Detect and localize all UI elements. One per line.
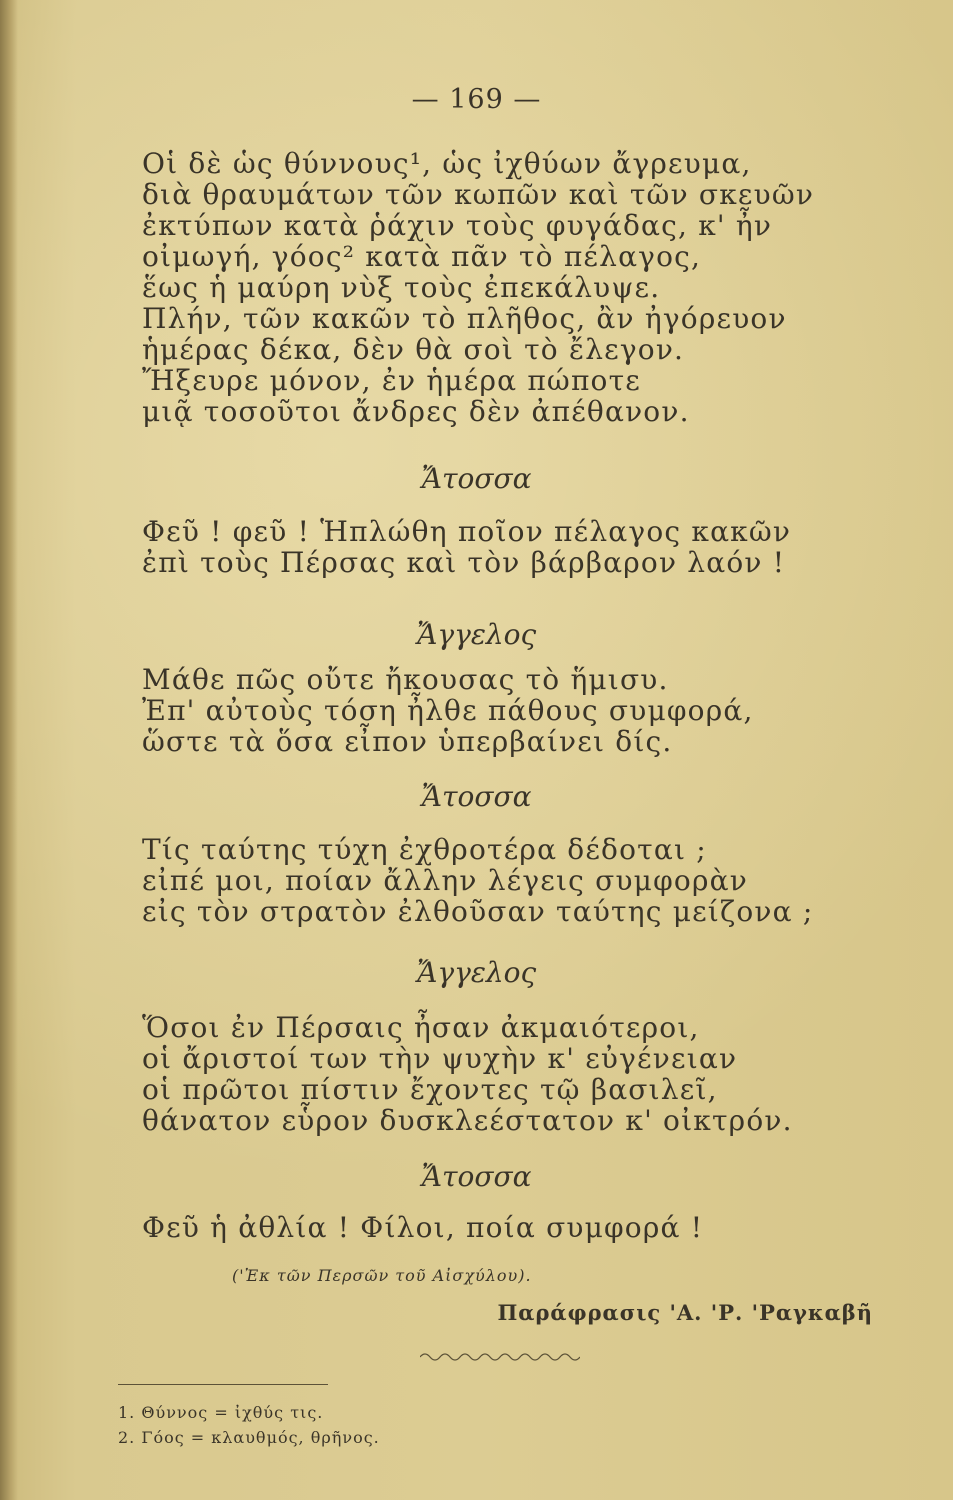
verse-line: Οἱ δὲ ὡς θύννους¹, ὡς ἰχθύων ἄγρευμα, bbox=[142, 147, 752, 180]
verse-line: ἐπὶ τοὺς Πέρσας καὶ τὸν βάρβαρον λαόν ! bbox=[142, 546, 786, 579]
speaker-name: Ἄτοσσα bbox=[421, 1160, 532, 1193]
verse-line: Τίς ταύτης τύχη ἐχθροτέρα δέδοται ; bbox=[142, 833, 707, 866]
verse-line: θάνατον εὗρον δυσκλεέστατον κ' οἰκτρόν. bbox=[142, 1104, 793, 1137]
page-binding-edge bbox=[0, 0, 18, 1500]
verse-line: Μάθε πῶς οὔτε ἤκουσας τὸ ἥμισυ. bbox=[142, 663, 669, 696]
verse-line: εἰς τὸν στρατὸν ἐλθοῦσαν ταύτης μείζονα ; bbox=[142, 895, 814, 928]
wavy-ornament bbox=[420, 1350, 580, 1364]
verse-line: μιᾷ τοσοῦτοι ἄνδρες δὲν ἀπέθανον. bbox=[142, 395, 690, 428]
footnote: 1. Θύννος = ἰχθύς τις. bbox=[118, 1403, 324, 1422]
stanza-atossa-3 bbox=[142, 1212, 882, 1243]
verse-line: ὥστε τὰ ὅσα εἶπον ὑπερβαίνει δίς. bbox=[142, 725, 673, 758]
stanza-messenger-1 bbox=[142, 148, 882, 427]
verse-line: ἡμέρας δέκα, δὲν θὰ σοὶ τὸ ἔλεγον. bbox=[142, 333, 685, 366]
speaker-name: Ἄγγελος bbox=[416, 618, 537, 651]
verse-line: εἰπέ μοι, ποίαν ἄλλην λέγεις συμφορὰν bbox=[142, 864, 748, 897]
verse-line: οἱ πρῶτοι πίστιν ἔχοντες τῷ βασιλεῖ, bbox=[142, 1073, 718, 1106]
source-citation: ('Ἐκ τῶν Περσῶν τοῦ Αἰσχύλου). bbox=[232, 1266, 532, 1285]
verse-line: Ἤξευρε μόνον, ἐν ἡμέρα πώποτε bbox=[142, 364, 642, 397]
footnote: 2. Γόος = κλαυθμός, θρῆνος. bbox=[118, 1428, 380, 1447]
speaker-name: Ἄτοσσα bbox=[421, 780, 532, 813]
stanza-messenger-2 bbox=[142, 664, 882, 757]
stanza-atossa-1 bbox=[142, 516, 882, 578]
verse-line: διὰ θραυμάτων τῶν κωπῶν καὶ τῶν σκευῶν bbox=[142, 178, 815, 211]
verse-line: Ὅσοι ἐν Πέρσαις ἦσαν ἀκμαιότεροι, bbox=[142, 1011, 700, 1044]
verse-line: Φεῦ ! φεῦ ! Ἡπλώθη ποῖον πέλαγος κακῶν bbox=[142, 515, 792, 548]
page-number: — 169 — bbox=[411, 84, 542, 115]
paraphrase-attribution: Παράφρασις 'Α. 'Ρ. 'Ραγκαβῆ bbox=[497, 1300, 873, 1325]
verse-line: Ἐπ' αὐτοὺς τόση ἦλθε πάθους συμφορά, bbox=[142, 694, 754, 727]
verse-line: ἐκτύπων κατὰ ῥάχιν τοὺς φυγάδας, κ' ἦν bbox=[142, 209, 773, 242]
footnote-divider bbox=[118, 1384, 328, 1385]
verse-line: Πλήν, τῶν κακῶν τὸ πλῆθος, ἂν ἠγόρευον bbox=[142, 302, 787, 335]
verse-line: Φεῦ ἡ ἀθλία ! Φίλοι, ποία συμφορά ! bbox=[142, 1211, 704, 1244]
stanza-messenger-3 bbox=[142, 1012, 882, 1136]
verse-line: οἱ ἄριστοί των τὴν ψυχὴν κ' εὐγένειαν bbox=[142, 1042, 738, 1075]
verse-line: ἕως ἡ μαύρη νὺξ τοὺς ἐπεκάλυψε. bbox=[142, 271, 661, 304]
footnotes bbox=[118, 1400, 380, 1450]
verse-line: οἰμωγή, γόος² κατὰ πᾶν τὸ πέλαγος, bbox=[142, 240, 702, 273]
speaker-name: Ἄτοσσα bbox=[421, 462, 532, 495]
stanza-atossa-2 bbox=[142, 834, 882, 927]
speaker-name: Ἄγγελος bbox=[416, 956, 537, 989]
